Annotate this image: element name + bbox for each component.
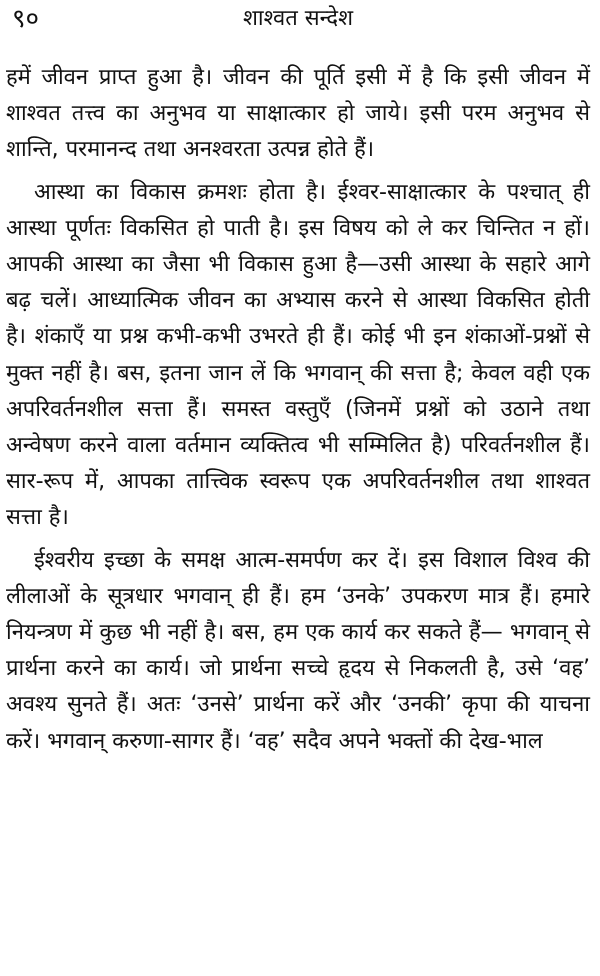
running-title: शाश्वत सन्देश [242, 6, 354, 31]
page-header [6, 0, 590, 44]
paragraph-3: ईश्वरीय इच्छा के समक्ष आत्म-समर्पण कर दें। इस विशाल विश्व की लीलाओं के सूत्रधार भगवान् ही हैं। हम ‘उनके’ उपकरण मात्र हैं। हमारे नियन्त्रण में कुछ भी नहीं है। बस, हम एक कार्य कर सकते हैं— भगवान् से प्रार्थना करने का कार्य। जो प्रार्थना सच्चे हृदय से निकलती है, उसे ‘वह’ अवश्य सुनते हैं। अतः ‘उनसे’ प्रार्थना करें और ‘उनकी’ कृपा की याचना करें। भगवान् करुणा-सागर हैं। ‘वह’ सदैव अपने भक्तों की देख-भाल [6, 547, 590, 754]
page-number: ९० [12, 4, 40, 34]
paragraph-1: हमें जीवन प्राप्त हुआ है। जीवन की पूर्ति इसी में है कि इसी जीवन में शाश्वत तत्त्व का अनुभव या साक्षात्कार हो जाये। इसी परम अनुभव से शान्ति, परमानन्द तथा अनश्वरता उत्पन्न होते हैं। [6, 65, 590, 163]
paragraph-2: आस्था का विकास क्रमशः होता है। ईश्वर-साक्षात्कार के पश्चात् ही आस्था पूर्णतः विकसित हो पाती है। इस विषय को ले कर चिन्तित न हों। आपकी आस्था का जैसा भी विकास हुआ है—उसी आस्था के सहारे आगे बढ़ चलें। आध्यात्मिक जीवन का अभ्यास करने से आस्था विकसित होती है। शंकाएँ या प्रश्न कभी-कभी उभरते ही हैं। कोई भी इन शंकाओं-प्रश्नों से मुक्त नहीं है। बस, इतना जान लें कि भगवान् की सत्ता है; केवल वही एक अपरिवर्तनशील सत्ता हैं। समस्त वस्तुएँ (जिनमें प्रश्नों को उठाने तथा अन्वेषण करने वाला वर्तमान व्यक्तित्व भी सम्मिलित है) परिवर्तनशील हैं। सार-रूप में, आपका तात्त्विक स्वरूप एक अपरिवर्तनशील तथा शाश्वत सत्ता है। [6, 179, 590, 531]
body-text [6, 60, 590, 760]
